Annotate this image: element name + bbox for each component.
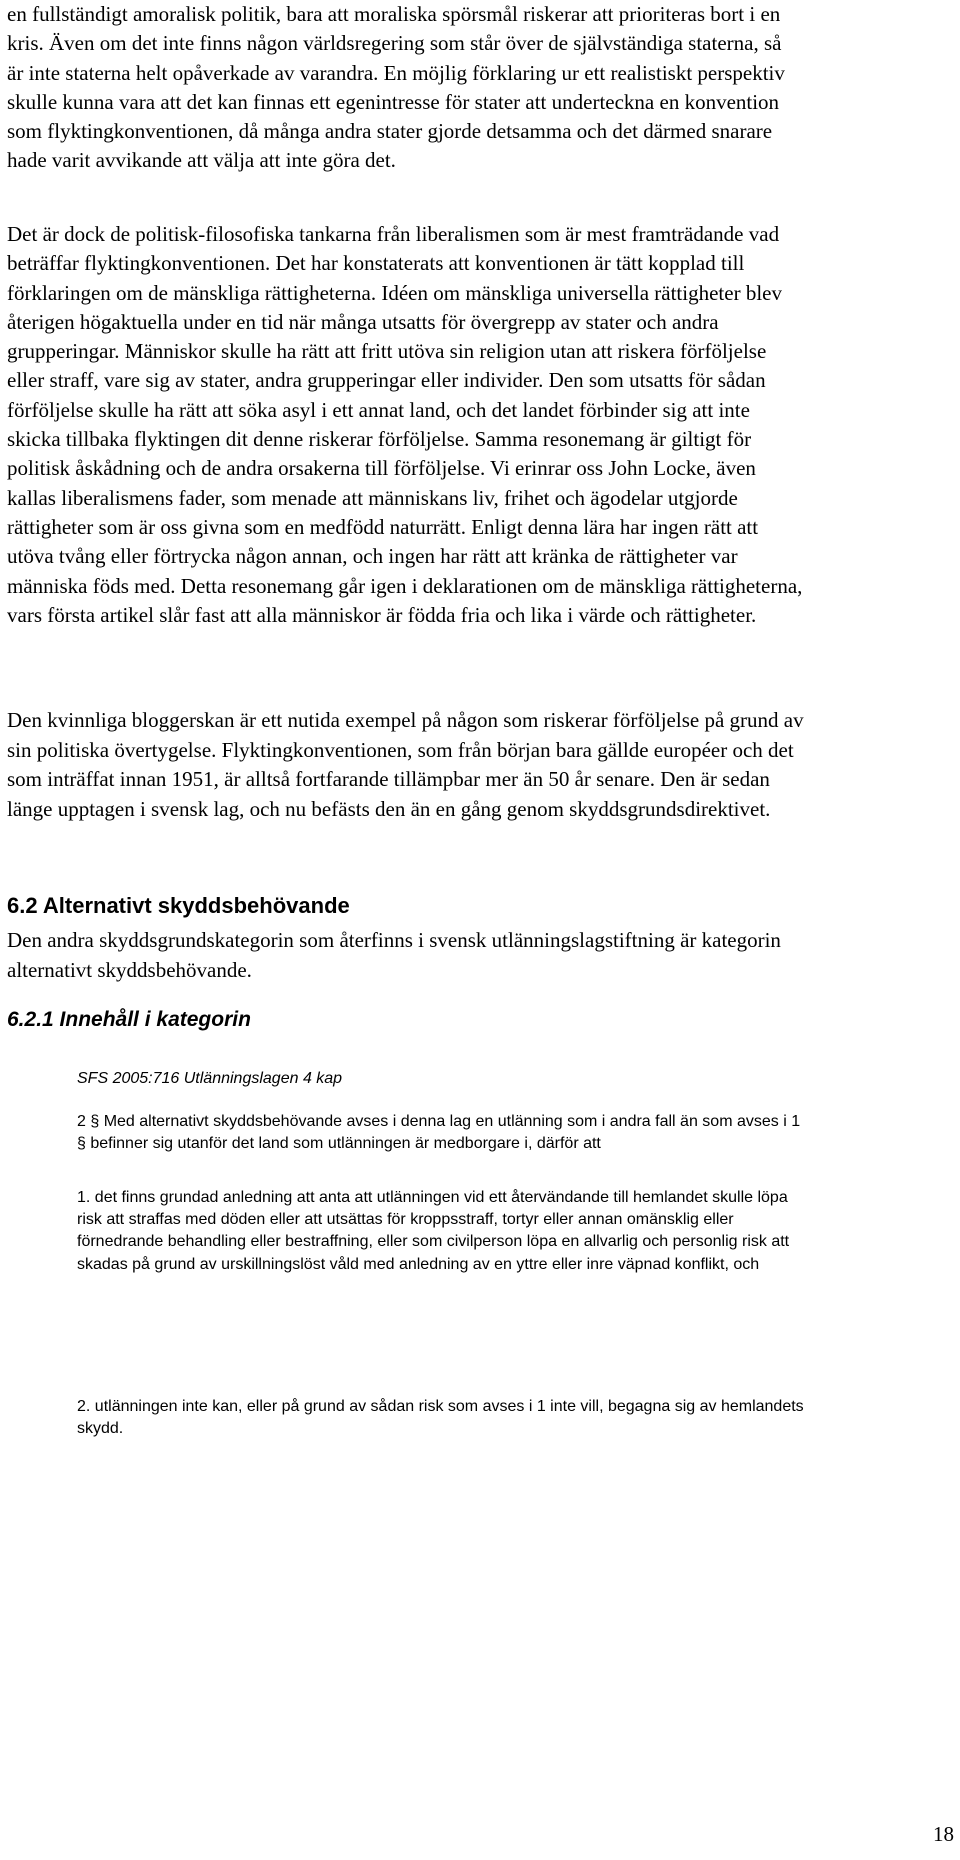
- law-item-1: 1. det finns grundad anledning att anta att utlänningen vid ett återvändande till hemlandet skulle löpa risk att straffas med döden eller att utsättas för kroppsstraff, tortyr eller annan omänsklig eller förnedrande behandling eller bestraffning, eller som civilperson löpa en allvarlig och personlig risk att skadas på grund av urskillningslöst våld med anledning av en yttre eller inre väpnad konflikt, och: [77, 1189, 790, 1273]
- law-item-2: 2. utlänningen inte kan, eller på grund av sådan risk som avses i 1 inte vill, begagna sig av hemlandets skydd.: [77, 1398, 804, 1438]
- law-citation-title: SFS 2005:716 Utlänningslagen 4 kap: [77, 1070, 343, 1087]
- subsection-heading: 6.2.1 Innehåll i kategorin: [7, 1008, 251, 1031]
- body-paragraph-3: Den kvinnliga bloggerskan är ett nutida exempel på någon som riskerar förföljelse på grund av sin politiska övertygelse. Flyktingkonventionen, som från början bara gällde européer och det som inträffat innan 1951, är alltså fortfarande tillämpbar mer än 50 år senare. Den är sedan länge upptagen i svensk lag, och nu befästs den än en gång genom skyddsgrundsdirektivet.: [7, 708, 804, 821]
- body-paragraph-4: Den andra skyddsgrundskategorin som återfinns i svensk utlänningslagstiftning är kategorin alternativt skyddsbehövande.: [7, 928, 781, 982]
- page-number: 18: [933, 1822, 954, 1846]
- body-paragraph-1: en fullständigt amoralisk politik, bara att moraliska spörsmål riskerar att prioriteras bort i en kris. Även om det inte finns någon världsregering som står över de självständiga staterna, så är inte staterna helt opåverkade av varandra. En möjlig förklaring ur ett realistiskt perspektiv skulle kunna vara att det kan finnas ett egenintresse för stater att underteckna en konvention som flyktingkonventionen, då många andra stater gjorde detsamma och det därmed snarare hade varit avvikande att välja att inte göra det.: [7, 2, 785, 173]
- section-heading: 6.2 Alternativt skyddsbehövande: [7, 893, 350, 918]
- body-paragraph-2: Det är dock de politisk-filosofiska tankarna från liberalismen som är mest framträdande vad beträffar flyktingkonventionen. Det har konstaterats att konventionen är tätt kopplad till förklaringen om de mänskliga rättigheterna. Idéen om mänskliga universella rättigheter blev återigen högaktuella under en tid när många utsatts för övergrepp av stater och andra grupperingar. Människor skulle ha rätt att fritt utöva sin religion utan att riskera förföljelse eller straff, vare sig av stater, andra grupperingar eller individer. Den som utsatts för sådan förföljelse skulle ha rätt att söka asyl i ett annat land, och det landet förbinder sig att inte skicka tillbaka flyktingen dit denne riskerar förföljelse. Samma resonemang är giltigt för politisk åskådning och de andra orsakerna till förföljelse. Vi erinrar oss John Locke, även kallas liberalismens fader, som menade att människans liv, frihet och ägodelar utgjorde rättigheter som är oss givna som en medfödd naturrätt. Enligt denna lära har ingen rätt att utöva tvång eller förtrycka någon annan, och ingen har rätt att kränka de rättigheter var människa föds med. Detta resonemang går igen i deklarationen om de mänskliga rättigheterna, vars första artikel slår fast att alla människor är födda fria och lika i värde och rättigheter.: [7, 222, 803, 627]
- law-paragraph-intro: 2 § Med alternativt skyddsbehövande avses i denna lag en utlänning som i andra fall än som avses i 1 § befinner sig utanför det land som utlänningen är medborgare i, därför att: [77, 1113, 801, 1153]
